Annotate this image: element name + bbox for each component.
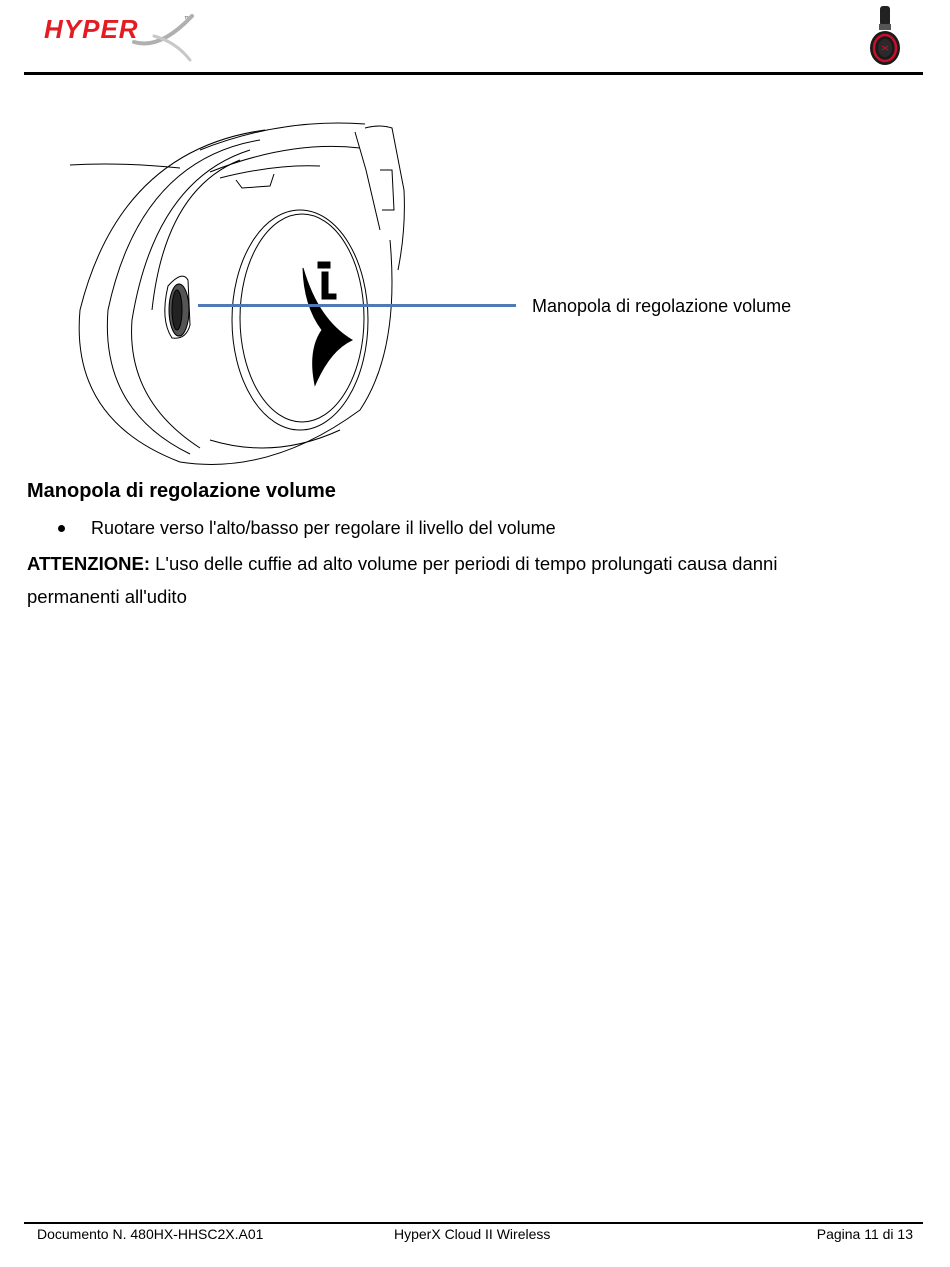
hyperx-logo — [42, 12, 197, 64]
logo-wordmark: HYPER — [44, 14, 139, 44]
footer-page-indicator: Pagina 11 di 13 — [816, 1226, 913, 1242]
section-title: Manopola di regolazione volume — [27, 480, 336, 502]
footer-divider — [24, 1222, 923, 1224]
page-header — [0, 0, 950, 76]
callout-line — [198, 304, 516, 307]
list-item — [27, 516, 907, 540]
list-item-text: Ruotare verso l'alto/basso per regolare il livello del volume — [91, 518, 556, 538]
callout-label: Manopola di regolazione volume — [532, 296, 792, 316]
headset-thumbnail-icon — [864, 4, 906, 68]
footer-document-number: Documento N. 480HX-HHSC2X.A01 — [37, 1226, 264, 1242]
bullet-icon — [58, 525, 65, 532]
header-divider — [24, 72, 923, 75]
footer-product-name: HyperX Cloud II Wireless — [394, 1226, 551, 1242]
warning-text: L'uso delle cuffie ad alto volume per periodi di tempo prolungati causa danni permanenti all'udito — [27, 553, 778, 607]
headset-earcup-illustration — [60, 110, 420, 470]
logo-trademark: ™ — [184, 16, 191, 23]
warning-label: ATTENZIONE: — [27, 553, 150, 574]
warning-paragraph — [27, 547, 857, 613]
